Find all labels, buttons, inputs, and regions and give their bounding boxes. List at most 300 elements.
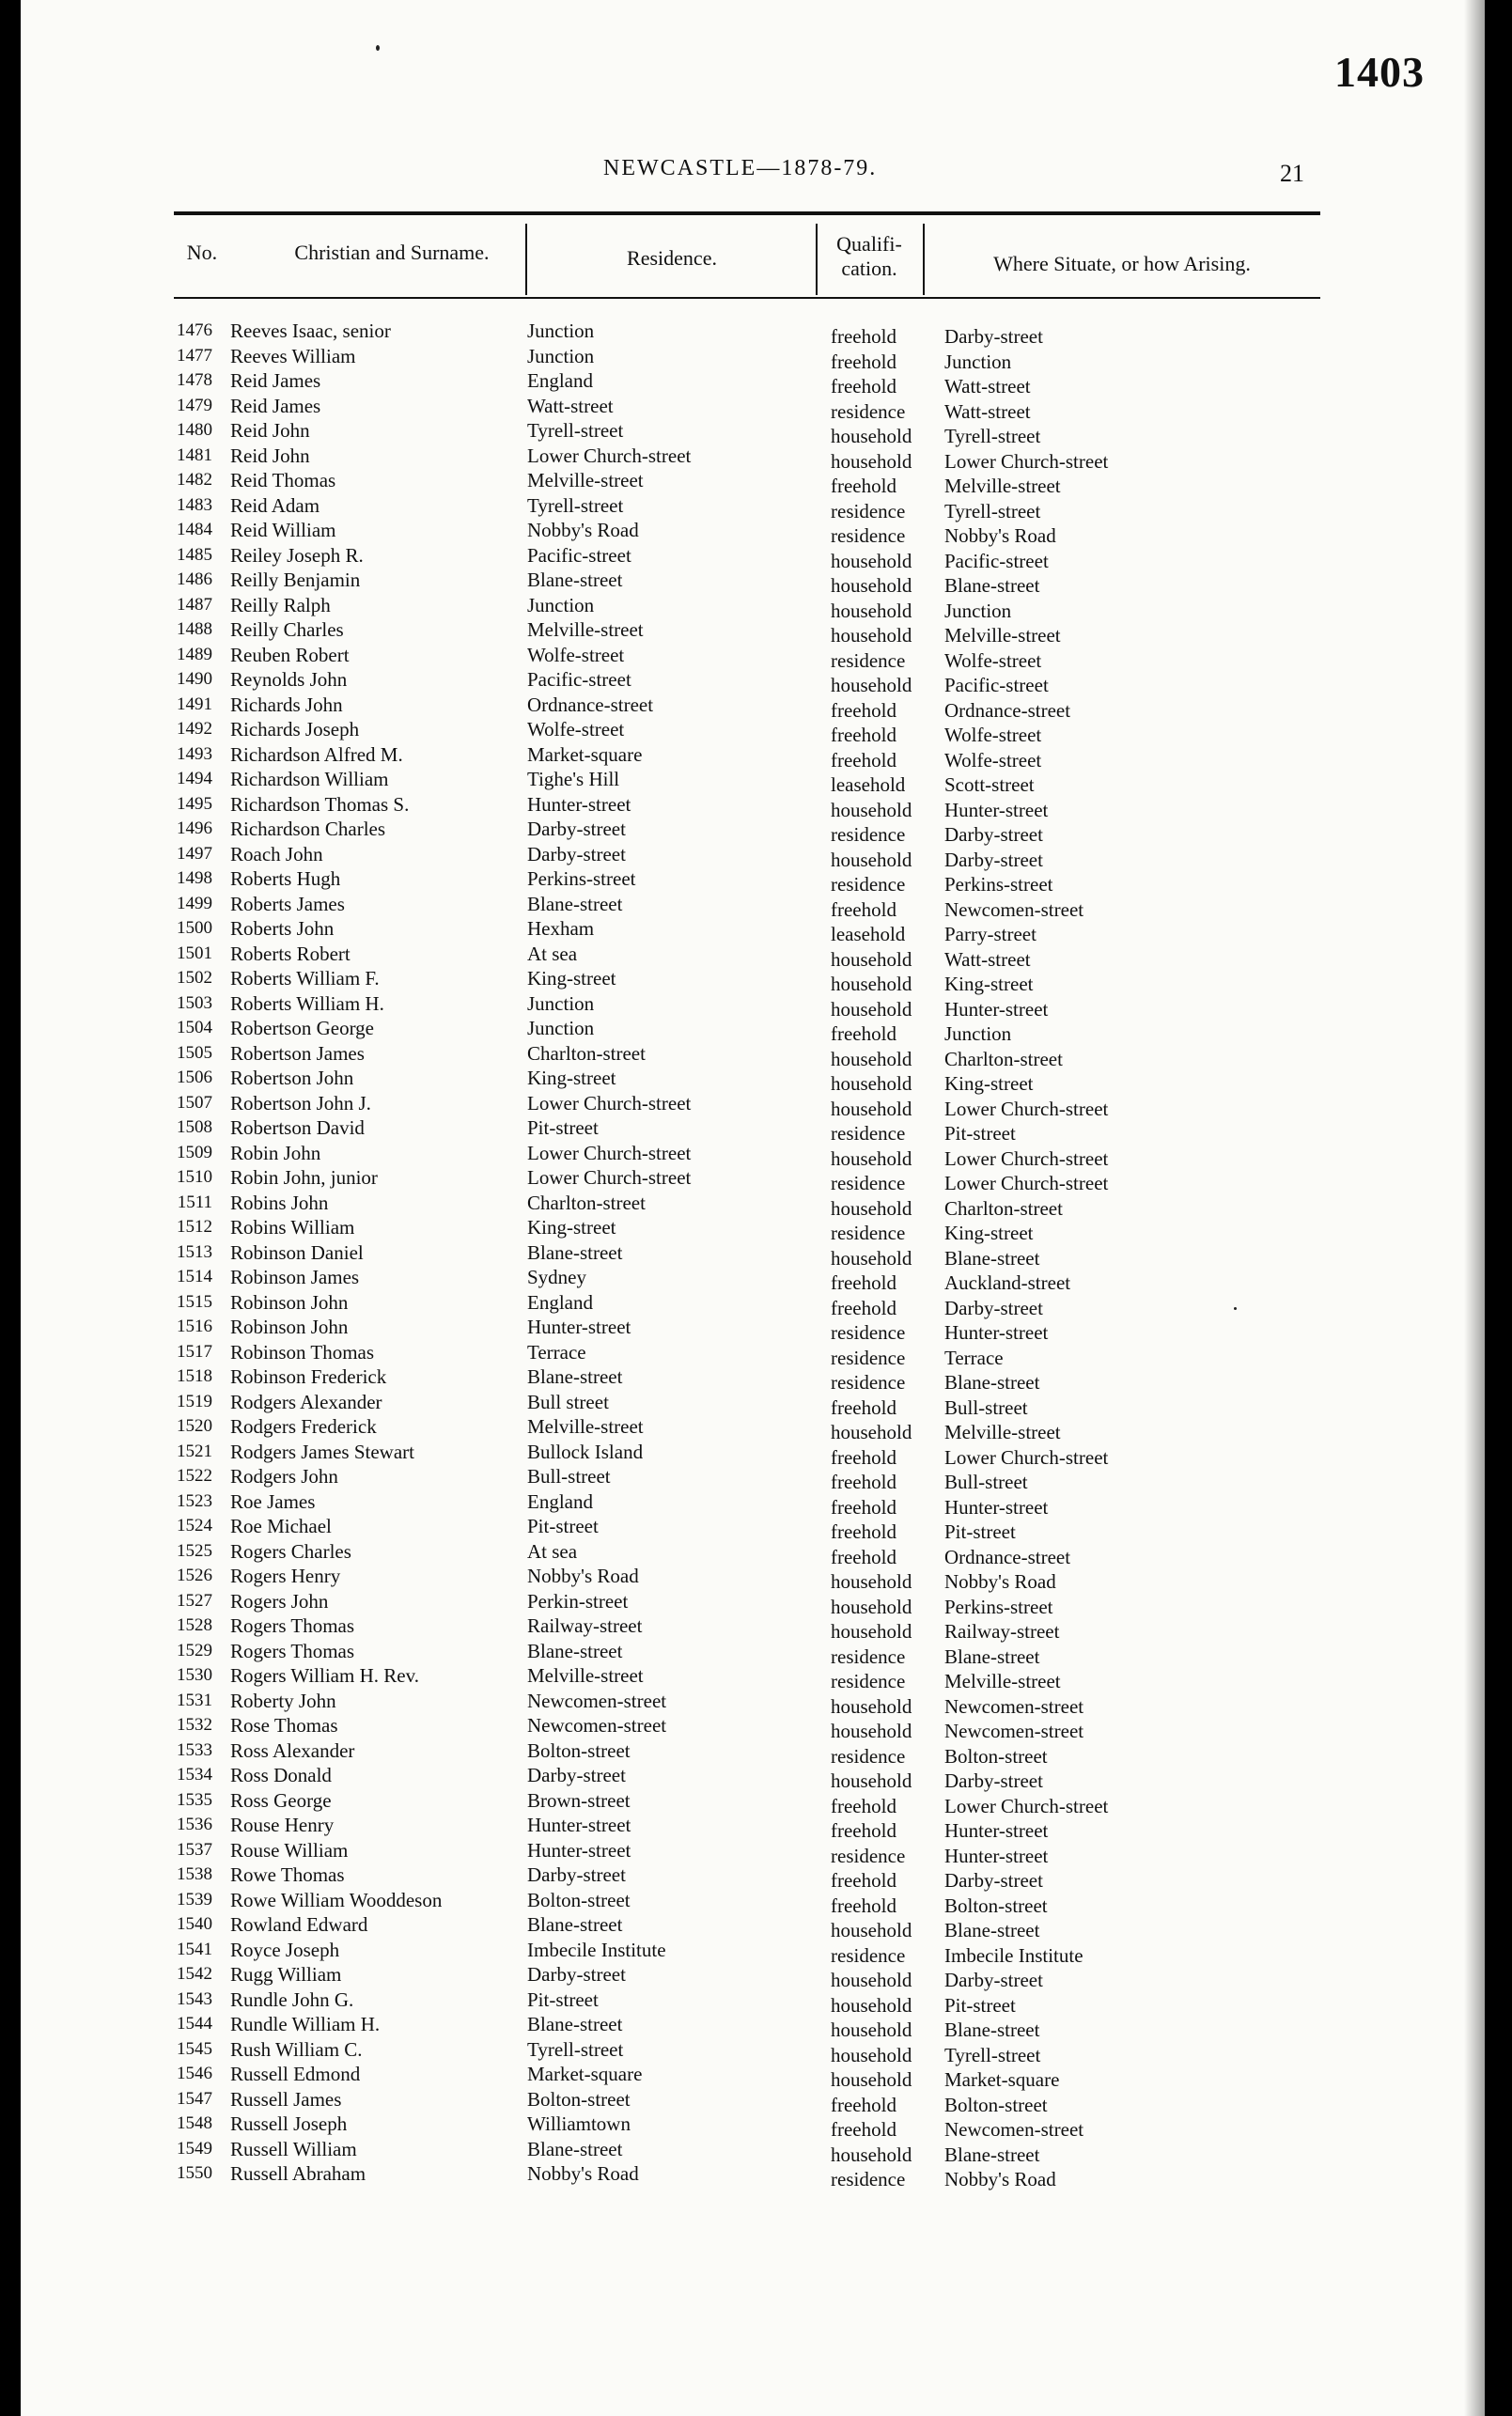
elector-name: Rush William C. bbox=[230, 2037, 363, 2061]
table-row bbox=[21, 1315, 1485, 1344]
elector-name: Reid William bbox=[230, 519, 336, 541]
entry-number: 1490 bbox=[177, 669, 212, 689]
entry-number: 1543 bbox=[177, 1988, 212, 2009]
residence: Charlton-street bbox=[527, 1191, 646, 1214]
where-situate: Hunter-street bbox=[944, 1495, 1049, 1519]
table-row bbox=[21, 1464, 1485, 1493]
table-row bbox=[21, 892, 1485, 921]
entry-number: 1548 bbox=[177, 2113, 212, 2133]
entry-number: 1515 bbox=[177, 1291, 212, 1312]
where-situate: Bull-street bbox=[944, 1395, 1028, 1419]
residence: Tighe's Hill bbox=[527, 768, 620, 790]
residence: Lower Church-street bbox=[527, 1166, 692, 1189]
where-situate: Blane-street bbox=[944, 574, 1040, 597]
entry-number: 1526 bbox=[177, 1566, 212, 1585]
qualification: freehold bbox=[831, 325, 896, 348]
elector-name: Roberts Hugh bbox=[230, 867, 341, 890]
entry-number: 1547 bbox=[177, 2088, 212, 2109]
table-row bbox=[21, 493, 1485, 522]
entry-number: 1523 bbox=[177, 1490, 212, 1511]
where-situate: Darby-street bbox=[944, 1769, 1043, 1792]
qualification: residence bbox=[831, 1943, 906, 1967]
entry-number: 1510 bbox=[177, 1167, 212, 1187]
residence: Terrace bbox=[527, 1340, 586, 1364]
where-situate: King-street bbox=[944, 1222, 1034, 1244]
folio-number: 1403 bbox=[1334, 48, 1425, 96]
qualification: residence bbox=[831, 1670, 906, 1692]
qualification: residence bbox=[831, 1644, 906, 1668]
entry-number: 1528 bbox=[177, 1615, 212, 1635]
elector-name: Robinson Frederick bbox=[230, 1365, 387, 1388]
elector-name: Reid James bbox=[230, 394, 321, 417]
entry-number: 1486 bbox=[177, 569, 212, 589]
where-situate: Melville-street bbox=[944, 1421, 1061, 1443]
residence: Lower Church-street bbox=[527, 1091, 692, 1114]
residence: Lower Church-street bbox=[527, 444, 692, 467]
where-situate: Charlton-street bbox=[944, 1047, 1063, 1070]
elector-name: Richardson Thomas S. bbox=[230, 792, 410, 816]
table-row bbox=[21, 1539, 1485, 1568]
entry-number: 1539 bbox=[177, 1889, 212, 1909]
qualification: residence bbox=[831, 1222, 906, 1244]
where-situate: Darby-street bbox=[944, 1296, 1043, 1319]
where-situate: Wolfe-street bbox=[944, 748, 1042, 772]
where-situate: Watt-street bbox=[944, 399, 1031, 423]
elector-name: Reilly Charles bbox=[230, 618, 344, 641]
elector-name: Reeves Isaac, senior bbox=[230, 320, 391, 342]
qualification: household bbox=[831, 1694, 912, 1718]
qualification: freehold bbox=[831, 375, 896, 397]
table-row bbox=[21, 418, 1485, 447]
entry-number: 1488 bbox=[177, 619, 212, 639]
elector-name: Russell William bbox=[230, 2137, 357, 2160]
elector-name: Robinson Daniel bbox=[230, 1240, 364, 1264]
elector-name: Robinson John bbox=[230, 1290, 349, 1314]
residence: Darby-street bbox=[527, 1963, 626, 1986]
entry-number: 1540 bbox=[177, 1914, 212, 1934]
qualification: household bbox=[831, 798, 912, 821]
entry-number: 1502 bbox=[177, 968, 212, 988]
residence: Melville-street bbox=[527, 618, 644, 641]
qualification: residence bbox=[831, 823, 906, 846]
where-situate: Charlton-street bbox=[944, 1196, 1063, 1220]
residence: Melville-street bbox=[527, 469, 644, 491]
elector-name: Rundle John G. bbox=[230, 1987, 354, 2011]
entry-number: 1476 bbox=[177, 320, 212, 340]
where-situate: Parry-street bbox=[944, 923, 1037, 945]
entry-number: 1522 bbox=[177, 1466, 212, 1486]
qualification: freehold bbox=[831, 1445, 896, 1469]
elector-name: Reilly Benjamin bbox=[230, 569, 361, 591]
qualification: household bbox=[831, 2019, 912, 2041]
elector-name: Robertson George bbox=[230, 1017, 374, 1039]
entry-number: 1495 bbox=[177, 793, 212, 814]
residence: Newcomen-street bbox=[527, 1714, 667, 1737]
qualification: household bbox=[831, 1969, 912, 1991]
elector-name: Rugg William bbox=[230, 1963, 342, 1986]
elector-name: Reid John bbox=[230, 444, 310, 467]
residence: Pit-street bbox=[527, 1116, 599, 1139]
entry-number: 1483 bbox=[177, 494, 212, 515]
elector-name: Richardson Alfred M. bbox=[230, 742, 403, 766]
qualification: freehold bbox=[831, 1271, 896, 1294]
elector-name: Royce Joseph bbox=[230, 1938, 340, 1961]
residence: Charlton-street bbox=[527, 1041, 646, 1065]
elector-name: Robin John, junior bbox=[230, 1166, 378, 1189]
qualification: residence bbox=[831, 1844, 906, 1867]
table-row bbox=[21, 1364, 1485, 1394]
elector-name: Robin John bbox=[230, 1141, 321, 1164]
qualification: residence bbox=[831, 2168, 906, 2190]
table-row bbox=[21, 468, 1485, 497]
table-row bbox=[21, 991, 1485, 1021]
elector-list bbox=[21, 319, 1485, 2190]
residence: Nobby's Road bbox=[527, 2162, 639, 2185]
where-situate: Melville-street bbox=[944, 1670, 1061, 1692]
residence: Hunter-street bbox=[527, 1316, 631, 1338]
qualification: household bbox=[831, 1595, 912, 1618]
qualification: freehold bbox=[831, 2118, 896, 2141]
entry-number: 1487 bbox=[177, 594, 212, 615]
elector-name: Robertson John J. bbox=[230, 1091, 371, 1114]
table-row bbox=[21, 866, 1485, 896]
where-situate: Junction bbox=[944, 350, 1012, 373]
where-situate: Tyrell-street bbox=[944, 499, 1041, 522]
residence: Hunter-street bbox=[527, 792, 631, 816]
entry-number: 1498 bbox=[177, 868, 212, 888]
column-header-qualification: Qualifi- cation. bbox=[836, 232, 902, 280]
column-header-residence: Residence. bbox=[627, 246, 717, 270]
where-situate: Perkins-street bbox=[944, 873, 1053, 896]
elector-name: Rundle William H. bbox=[230, 2013, 381, 2035]
elector-name: Roach John bbox=[230, 842, 323, 865]
qualification: freehold bbox=[831, 897, 896, 921]
where-situate: Pit-street bbox=[944, 1993, 1016, 2017]
qualification: freehold bbox=[831, 350, 896, 373]
where-situate: Terrace bbox=[944, 1346, 1004, 1369]
table-row bbox=[21, 1115, 1485, 1145]
where-situate: Melville-street bbox=[944, 624, 1061, 647]
table-row bbox=[21, 1340, 1485, 1369]
entry-number: 1532 bbox=[177, 1715, 212, 1735]
elector-name: Roe James bbox=[230, 1489, 316, 1513]
elector-name: Richards John bbox=[230, 693, 343, 716]
entry-number: 1537 bbox=[177, 1839, 212, 1860]
entry-number: 1545 bbox=[177, 2038, 212, 2059]
entry-number: 1538 bbox=[177, 1864, 212, 1884]
entry-number: 1481 bbox=[177, 444, 212, 465]
elector-name: Rogers Thomas bbox=[230, 1639, 355, 1662]
qualification: residence bbox=[831, 873, 906, 896]
table-row bbox=[21, 444, 1485, 473]
where-situate: Hunter-street bbox=[944, 1321, 1049, 1344]
entry-number: 1491 bbox=[177, 694, 212, 714]
where-situate: Watt-street bbox=[944, 947, 1031, 971]
table-row bbox=[21, 2137, 1485, 2166]
qualification: household bbox=[831, 1620, 912, 1643]
where-situate: Blane-street bbox=[944, 1246, 1040, 1270]
where-situate: Market-square bbox=[944, 2068, 1060, 2091]
qualification: household bbox=[831, 1919, 912, 1941]
where-situate: Pacific-street bbox=[944, 674, 1049, 696]
where-situate: Hunter-street bbox=[944, 997, 1049, 1021]
residence: Perkin-street bbox=[527, 1589, 629, 1613]
qualification: household bbox=[831, 1047, 912, 1070]
qualification: leasehold bbox=[831, 773, 906, 796]
residence: Melville-street bbox=[527, 1664, 644, 1687]
table-row bbox=[21, 2161, 1485, 2190]
table-row bbox=[21, 543, 1485, 572]
entry-number: 1520 bbox=[177, 1416, 212, 1436]
residence: Imbecile Institute bbox=[527, 1938, 666, 1961]
residence: England bbox=[527, 1290, 593, 1314]
elector-name: Rogers William H. Rev. bbox=[230, 1664, 419, 1687]
residence: Brown-street bbox=[527, 1788, 631, 1812]
elector-name: Rogers Thomas bbox=[230, 1614, 355, 1637]
residence: Perkins-street bbox=[527, 867, 636, 890]
qualification: household bbox=[831, 2043, 912, 2066]
elector-name: Robins John bbox=[230, 1191, 329, 1214]
qualification: residence bbox=[831, 1321, 906, 1344]
residence: At sea bbox=[527, 1539, 578, 1563]
residence: Darby-street bbox=[527, 1863, 626, 1886]
entry-number: 1497 bbox=[177, 843, 212, 864]
elector-name: Reid Thomas bbox=[230, 469, 336, 491]
elector-name: Rodgers James Stewart bbox=[230, 1440, 414, 1463]
where-situate: Tyrell-street bbox=[944, 2043, 1041, 2066]
elector-name: Reilly Ralph bbox=[230, 593, 331, 616]
table-row bbox=[21, 643, 1485, 672]
entry-number: 1484 bbox=[177, 520, 212, 539]
entry-number: 1496 bbox=[177, 818, 212, 838]
qualification: household bbox=[831, 599, 912, 622]
where-situate: Newcomen-street bbox=[944, 1720, 1084, 1742]
qualification: household bbox=[831, 624, 912, 647]
qualification: household bbox=[831, 1196, 912, 1220]
elector-name: Rogers Charles bbox=[230, 1539, 351, 1563]
table-row bbox=[21, 344, 1485, 373]
table-row bbox=[21, 966, 1485, 995]
elector-name: Rowland Edward bbox=[230, 1913, 368, 1936]
qualification: freehold bbox=[831, 1545, 896, 1568]
elector-name: Robinson James bbox=[230, 1266, 360, 1288]
where-situate: Lower Church-street bbox=[944, 1097, 1109, 1120]
elector-name: Roberts John bbox=[230, 917, 335, 940]
residence: Market-square bbox=[527, 742, 643, 766]
elector-name: Russell James bbox=[230, 2087, 342, 2111]
qualification: household bbox=[831, 449, 912, 473]
qualification: household bbox=[831, 947, 912, 971]
entry-number: 1518 bbox=[177, 1366, 212, 1386]
qualification: residence bbox=[831, 1346, 906, 1369]
qualification: freehold bbox=[831, 2093, 896, 2116]
entry-number: 1494 bbox=[177, 769, 212, 788]
elector-name: Reynolds John bbox=[230, 668, 348, 691]
elector-name: Rodgers Frederick bbox=[230, 1415, 377, 1438]
elector-name: Roberts William H. bbox=[230, 991, 384, 1015]
table-row bbox=[21, 2112, 1485, 2141]
table-row bbox=[21, 2012, 1485, 2041]
entry-number: 1508 bbox=[177, 1117, 212, 1137]
entry-number: 1485 bbox=[177, 544, 212, 565]
where-situate: Lower Church-street bbox=[944, 1172, 1109, 1194]
residence: Pacific-street bbox=[527, 668, 631, 691]
entry-number: 1536 bbox=[177, 1815, 212, 1834]
residence: King-street bbox=[527, 1216, 616, 1239]
table-row bbox=[21, 2062, 1485, 2091]
residence: Bolton-street bbox=[527, 1738, 631, 1762]
where-situate: Darby-street bbox=[944, 1969, 1043, 1991]
where-situate: Imbecile Institute bbox=[944, 1943, 1083, 1967]
qualification: household bbox=[831, 1246, 912, 1270]
where-situate: Auckland-street bbox=[944, 1271, 1071, 1294]
qualification: leasehold bbox=[831, 923, 906, 945]
qualification: household bbox=[831, 848, 912, 871]
entry-number: 1479 bbox=[177, 395, 212, 415]
qualification: freehold bbox=[831, 1296, 896, 1319]
elector-name: Richardson William bbox=[230, 768, 389, 790]
where-situate: Ordnance-street bbox=[944, 1545, 1071, 1568]
table-row bbox=[21, 593, 1485, 622]
page-number: 21 bbox=[1280, 160, 1304, 187]
table-row bbox=[21, 1663, 1485, 1692]
qualification: household bbox=[831, 2143, 912, 2166]
table-row bbox=[21, 1414, 1485, 1443]
elector-name: Russell Abraham bbox=[230, 2162, 366, 2185]
entry-number: 1500 bbox=[177, 918, 212, 938]
where-situate: Blane-street bbox=[944, 2143, 1040, 2166]
table-row bbox=[21, 742, 1485, 772]
table-row bbox=[21, 1191, 1485, 1220]
entry-number: 1544 bbox=[177, 2014, 212, 2034]
table-row bbox=[21, 1390, 1485, 1419]
residence: Wolfe-street bbox=[527, 643, 625, 666]
table-row bbox=[21, 1613, 1485, 1643]
where-situate: Darby-street bbox=[944, 1869, 1043, 1892]
header-bottom-rule bbox=[174, 297, 1320, 299]
elector-name: Rogers John bbox=[230, 1589, 329, 1613]
table-row bbox=[21, 518, 1485, 547]
residence: At sea bbox=[527, 942, 578, 965]
elector-name: Ross George bbox=[230, 1788, 332, 1812]
elector-name: Rose Thomas bbox=[230, 1714, 338, 1737]
table-row bbox=[21, 817, 1485, 846]
residence: Hunter-street bbox=[527, 1838, 631, 1862]
qualification: freehold bbox=[831, 1495, 896, 1519]
residence: Hunter-street bbox=[527, 1814, 631, 1836]
qualification: household bbox=[831, 1421, 912, 1443]
where-situate: Perkins-street bbox=[944, 1595, 1053, 1618]
entry-number: 1509 bbox=[177, 1142, 212, 1162]
table-row bbox=[21, 1041, 1485, 1070]
where-situate: Railway-street bbox=[944, 1620, 1060, 1643]
table-row bbox=[21, 1016, 1485, 1045]
where-situate: Bolton-street bbox=[944, 1744, 1048, 1768]
qualification: household bbox=[831, 674, 912, 696]
qualification: household bbox=[831, 973, 912, 995]
entry-number: 1530 bbox=[177, 1665, 212, 1685]
entry-number: 1535 bbox=[177, 1789, 212, 1810]
table-row bbox=[21, 368, 1485, 397]
table-row bbox=[21, 1564, 1485, 1593]
residence: Nobby's Road bbox=[527, 1565, 639, 1587]
where-situate: Junction bbox=[944, 1022, 1012, 1045]
entry-number: 1513 bbox=[177, 1241, 212, 1262]
table-row bbox=[21, 693, 1485, 722]
qualification: residence bbox=[831, 524, 906, 547]
residence: Pit-street bbox=[527, 1515, 599, 1537]
elector-name: Robins William bbox=[230, 1216, 355, 1239]
residence: Market-square bbox=[527, 2063, 643, 2085]
qualification: household bbox=[831, 1146, 912, 1170]
elector-name: Rodgers Alexander bbox=[230, 1390, 382, 1413]
elector-name: Rowe Thomas bbox=[230, 1863, 345, 1886]
qualification: residence bbox=[831, 1122, 906, 1145]
qualification: freehold bbox=[831, 1794, 896, 1817]
entry-number: 1512 bbox=[177, 1217, 212, 1237]
entry-number: 1550 bbox=[177, 2163, 212, 2183]
residence: Williamtown bbox=[527, 2112, 631, 2135]
table-row bbox=[21, 1165, 1485, 1194]
column-header-name: Christian and Surname. bbox=[294, 241, 490, 264]
entry-number: 1517 bbox=[177, 1341, 212, 1362]
table-row bbox=[21, 1912, 1485, 1941]
qualification: freehold bbox=[831, 1022, 896, 1045]
column-header-where: Where Situate, or how Arising. bbox=[993, 252, 1251, 275]
table-row bbox=[21, 767, 1485, 796]
where-situate: Bolton-street bbox=[944, 1894, 1048, 1917]
where-situate: Hunter-street bbox=[944, 1819, 1049, 1842]
qualification: residence bbox=[831, 1172, 906, 1194]
elector-name: Roberty John bbox=[230, 1689, 336, 1712]
where-situate: Blane-street bbox=[944, 1371, 1040, 1394]
qualification: freehold bbox=[831, 1471, 896, 1493]
residence: England bbox=[527, 369, 593, 392]
entry-number: 1501 bbox=[177, 943, 212, 963]
where-situate: Lower Church-street bbox=[944, 1794, 1109, 1817]
where-situate: Lower Church-street bbox=[944, 1146, 1109, 1170]
entry-number: 1541 bbox=[177, 1939, 212, 1959]
residence: Tyrell-street bbox=[527, 493, 624, 517]
residence: Blane-street bbox=[527, 2137, 623, 2160]
where-situate: Bull-street bbox=[944, 1471, 1028, 1493]
entry-number: 1542 bbox=[177, 1964, 212, 1984]
where-situate: Hunter-street bbox=[944, 798, 1049, 821]
where-situate: Darby-street bbox=[944, 325, 1043, 348]
residence: Bolton-street bbox=[527, 1888, 631, 1911]
table-row bbox=[21, 1938, 1485, 1967]
qualification: residence bbox=[831, 1371, 906, 1394]
residence: Blane-street bbox=[527, 569, 623, 591]
residence: Bull street bbox=[527, 1390, 609, 1413]
qualification: freehold bbox=[831, 724, 896, 746]
elector-name: Robinson John bbox=[230, 1316, 349, 1338]
elector-name: Rogers Henry bbox=[230, 1565, 341, 1587]
residence: Wolfe-street bbox=[527, 718, 625, 740]
entry-number: 1507 bbox=[177, 1092, 212, 1113]
entry-number: 1521 bbox=[177, 1441, 212, 1461]
elector-name: Reid Adam bbox=[230, 493, 320, 517]
table-row bbox=[21, 1863, 1485, 1892]
qualification: freehold bbox=[831, 1894, 896, 1917]
where-situate: Darby-street bbox=[944, 848, 1043, 871]
table-row bbox=[21, 1440, 1485, 1469]
entry-number: 1546 bbox=[177, 2064, 212, 2083]
qualification: residence bbox=[831, 499, 906, 522]
where-situate: Ordnance-street bbox=[944, 698, 1071, 722]
where-situate: Blane-street bbox=[944, 1919, 1040, 1941]
elector-name: Richards Joseph bbox=[230, 718, 360, 740]
